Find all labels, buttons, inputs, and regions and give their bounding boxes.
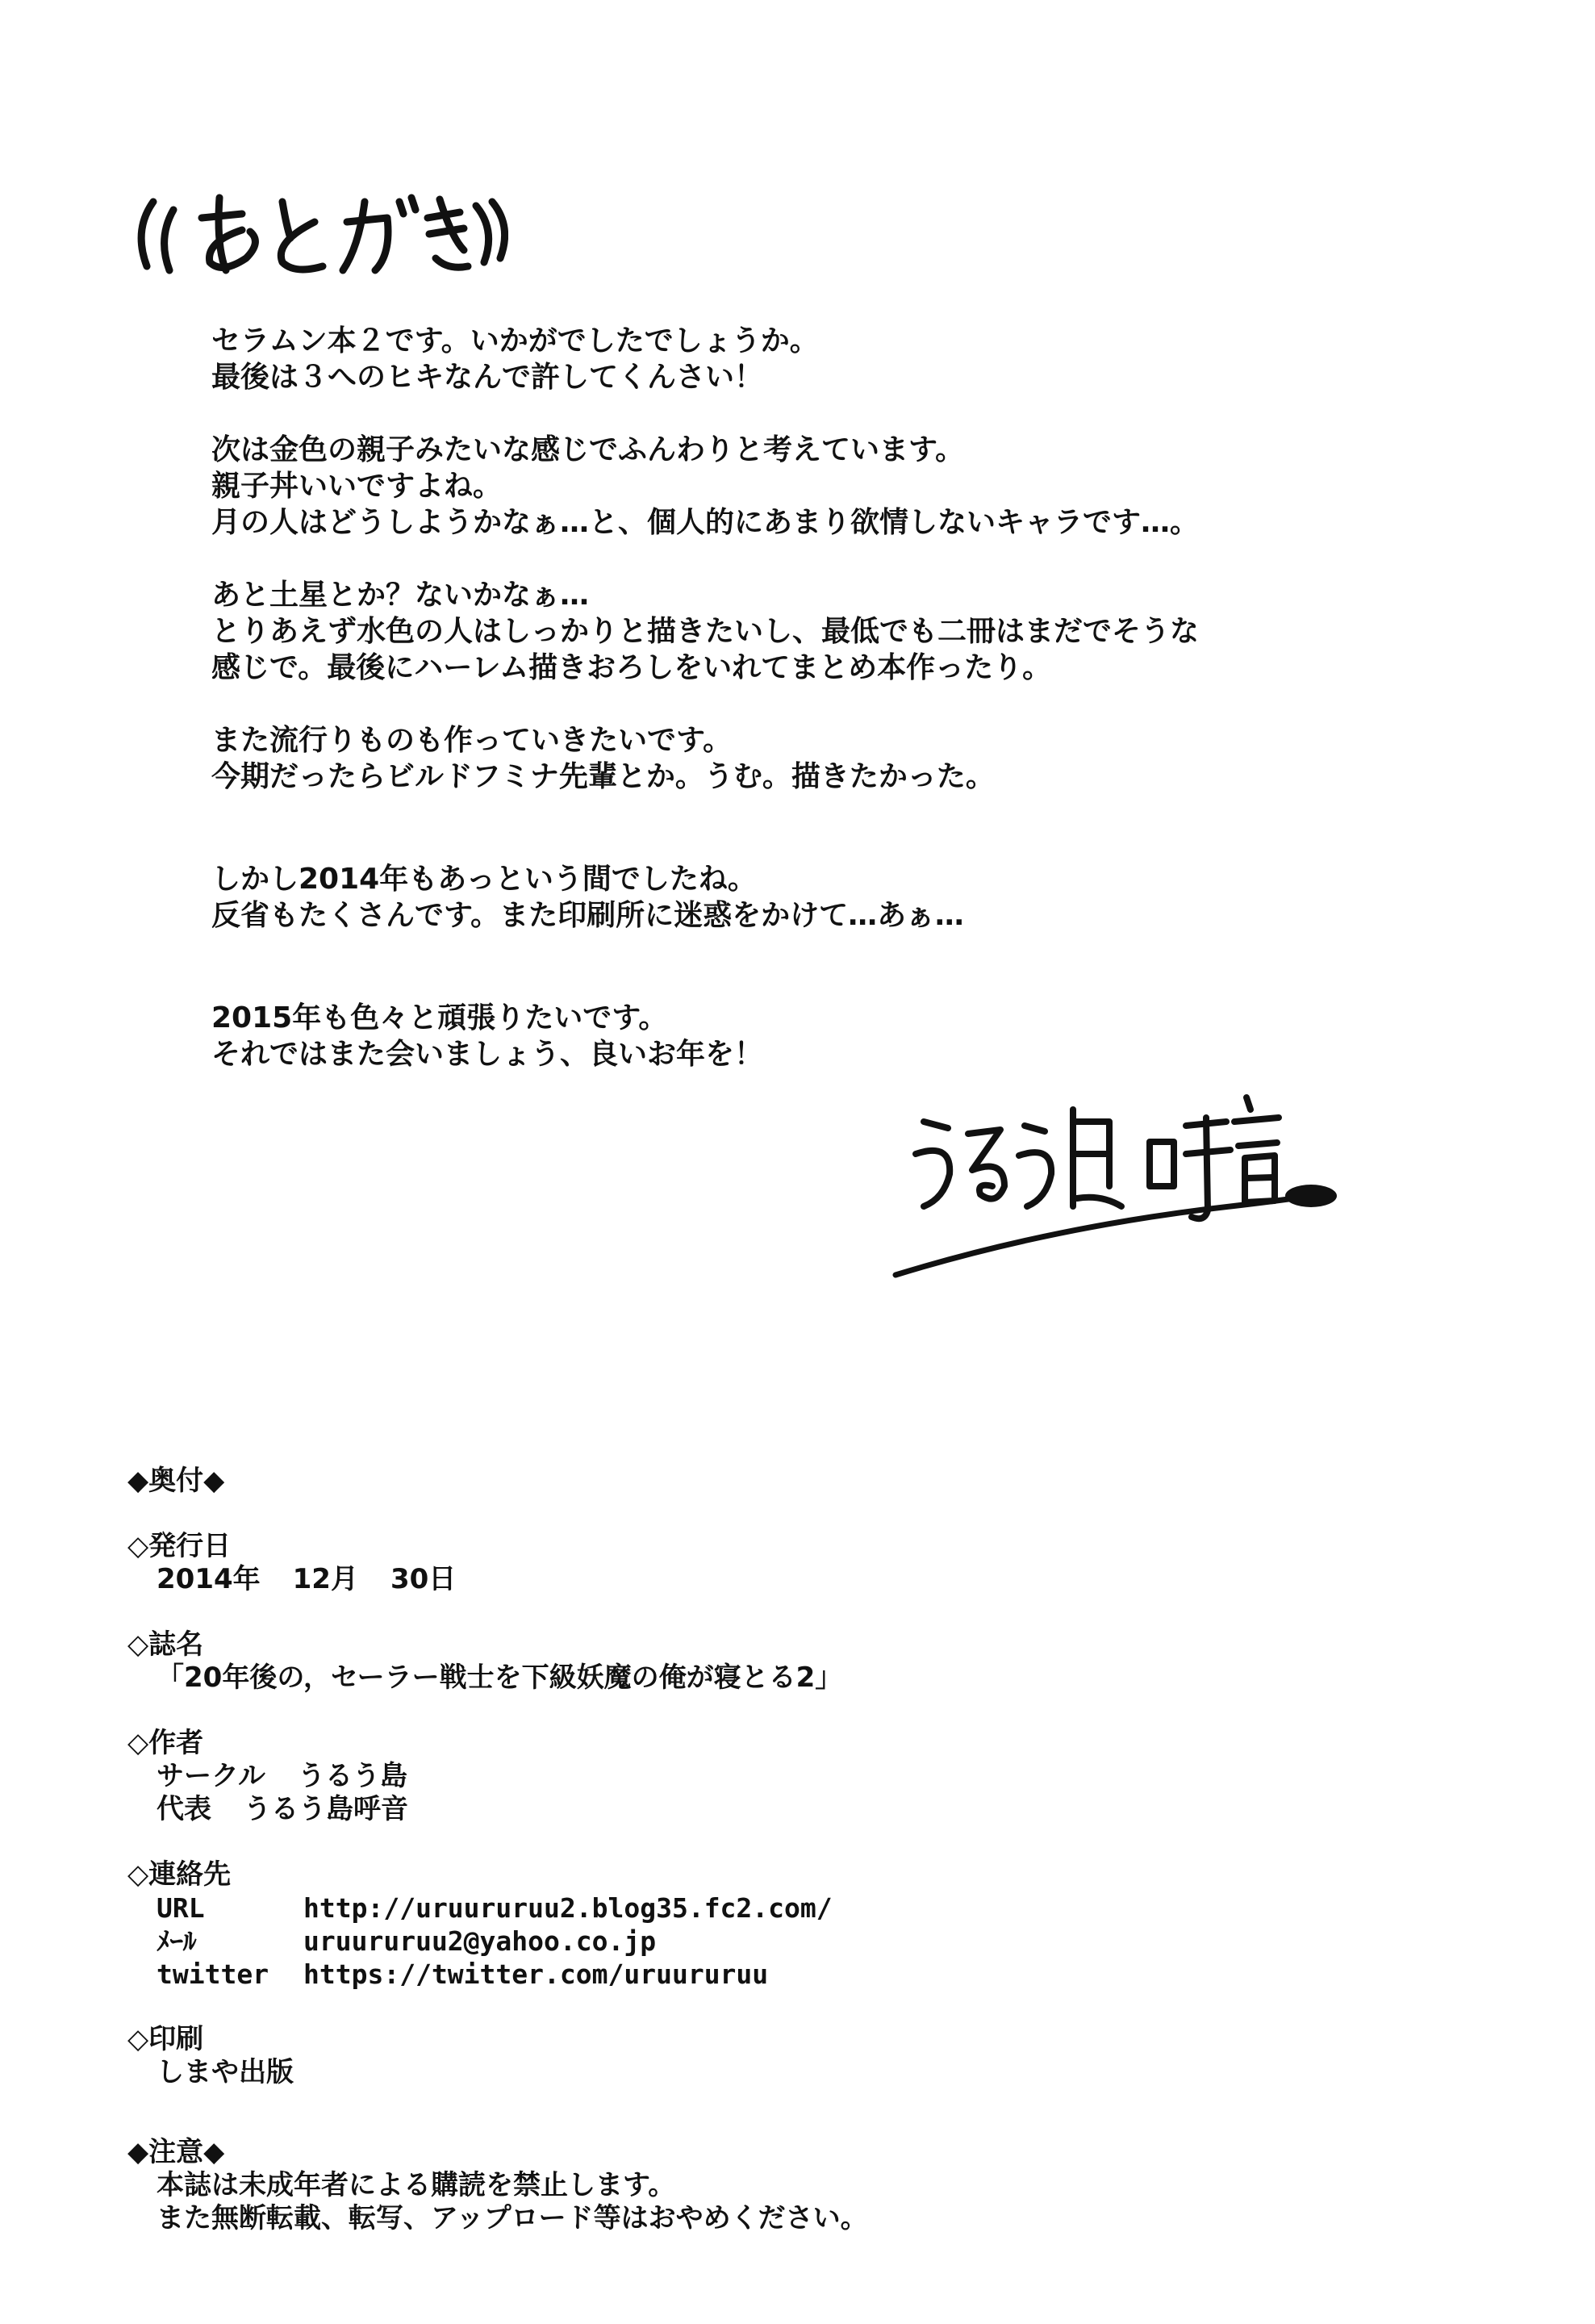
afterword-body — [211, 323, 1470, 1109]
afterword-line: 2015年も色々と頑張りたいです。 — [211, 1001, 668, 1035]
afterword-heading-art — [129, 182, 508, 286]
url-key: URL — [157, 1892, 205, 1924]
author-circle — [127, 1760, 1257, 1793]
colophon — [127, 1465, 1257, 2268]
afterword-paragraph — [211, 1000, 1470, 1072]
book-title-label: ◇誌名 — [127, 1628, 204, 1661]
afterword-paragraph — [211, 722, 1470, 795]
afterword-line: あと土星とか？ないかなぁ… — [211, 579, 590, 612]
mail-value: uruururuu2@yahoo.co.jp — [303, 1925, 657, 1957]
afterword-line: 最後は３へのヒキなんで許してくんさい！ — [211, 361, 764, 394]
afterword-line: とりあえず水色の人はしっかりと描きたいし、最低でも二冊はまだでそうな — [211, 615, 1200, 648]
afterword-paragraph — [211, 577, 1470, 686]
issue-day: 30日 — [390, 1563, 457, 1595]
book-title-value: 「20年後の，セーラー戦士を下級妖魔の俺が寝とる2」 — [157, 1661, 843, 1694]
author-section — [127, 1727, 1257, 1826]
rep-value: うるう島呼音 — [244, 1793, 408, 1825]
twitter-key: twitter — [157, 1958, 269, 1990]
url-value: http://uruururuu2.blog35.fc2.com/ — [303, 1892, 833, 1924]
signature-art — [891, 1065, 1343, 1283]
contact-url-row — [127, 1891, 1257, 1925]
author-representative — [127, 1793, 1257, 1826]
colophon-title: ◆奥付◆ — [127, 1465, 225, 1497]
issue-date-section — [127, 1530, 1257, 1596]
afterword-line: 次は金色の親子みたいな感じでふんわりと考えています。 — [211, 433, 965, 466]
afterword-line: セラムン本２です。いかがでしたでしょうか。 — [211, 324, 819, 357]
afterword-line: 今期だったらビルドフミナ先輩とか。うむ。描きたかった。 — [211, 760, 995, 793]
issue-date-value — [127, 1563, 1257, 1596]
afterword-line: また流行りものも作っていきたいです。 — [211, 724, 733, 757]
author-label: ◇作者 — [127, 1727, 204, 1759]
twitter-value: https://twitter.com/uruururuu — [303, 1958, 769, 1990]
afterword-line: 月の人はどうしようかなぁ…と、個人的にあまり欲情しないキャラです…。 — [211, 506, 1200, 539]
afterword-paragraph — [211, 432, 1470, 541]
afterword-line: 反省もたくさんです。また印刷所に迷惑をかけて…あぁ… — [211, 899, 964, 932]
afterword-line: しかし2014年もあっという間でしたね。 — [211, 863, 757, 896]
contact-twitter-row — [127, 1958, 1257, 1991]
afterword-line: それではまた会いましょう、良いお年を！ — [211, 1038, 764, 1071]
printer-label: ◇印刷 — [127, 2023, 204, 2055]
contact-section — [127, 1858, 1257, 1991]
issue-month: 12月 — [292, 1563, 358, 1595]
issue-date-label: ◇発行日 — [127, 1530, 232, 1562]
afterword-paragraph — [211, 861, 1470, 934]
notice-line: 本誌は未成年者による購読を禁止します。 — [157, 2169, 676, 2201]
printer-value: しまや出版 — [157, 2056, 294, 2088]
notice-line: また無断転載、転写、アップロード等はおやめください。 — [157, 2202, 868, 2234]
circle-key: サークル — [157, 1760, 265, 1792]
notice-section — [127, 2136, 1257, 2235]
afterword-line: 親子丼いいですよね。 — [211, 470, 503, 503]
notice-label: ◆注意◆ — [127, 2136, 225, 2168]
printer-section — [127, 2023, 1257, 2089]
rep-key: 代表 — [157, 1793, 211, 1825]
circle-value: うるう島 — [297, 1760, 407, 1792]
contact-mail-row — [127, 1925, 1257, 1958]
contact-label: ◇連絡先 — [127, 1858, 232, 1891]
afterword-paragraph — [211, 323, 1470, 395]
book-title-section — [127, 1628, 1257, 1695]
afterword-line: 感じで。最後にハーレム描きおろしをいれてまとめ本作ったり。 — [211, 651, 1052, 684]
mail-key: ﾒｰﾙ — [157, 1925, 197, 1957]
issue-year: 2014年 — [157, 1563, 261, 1595]
